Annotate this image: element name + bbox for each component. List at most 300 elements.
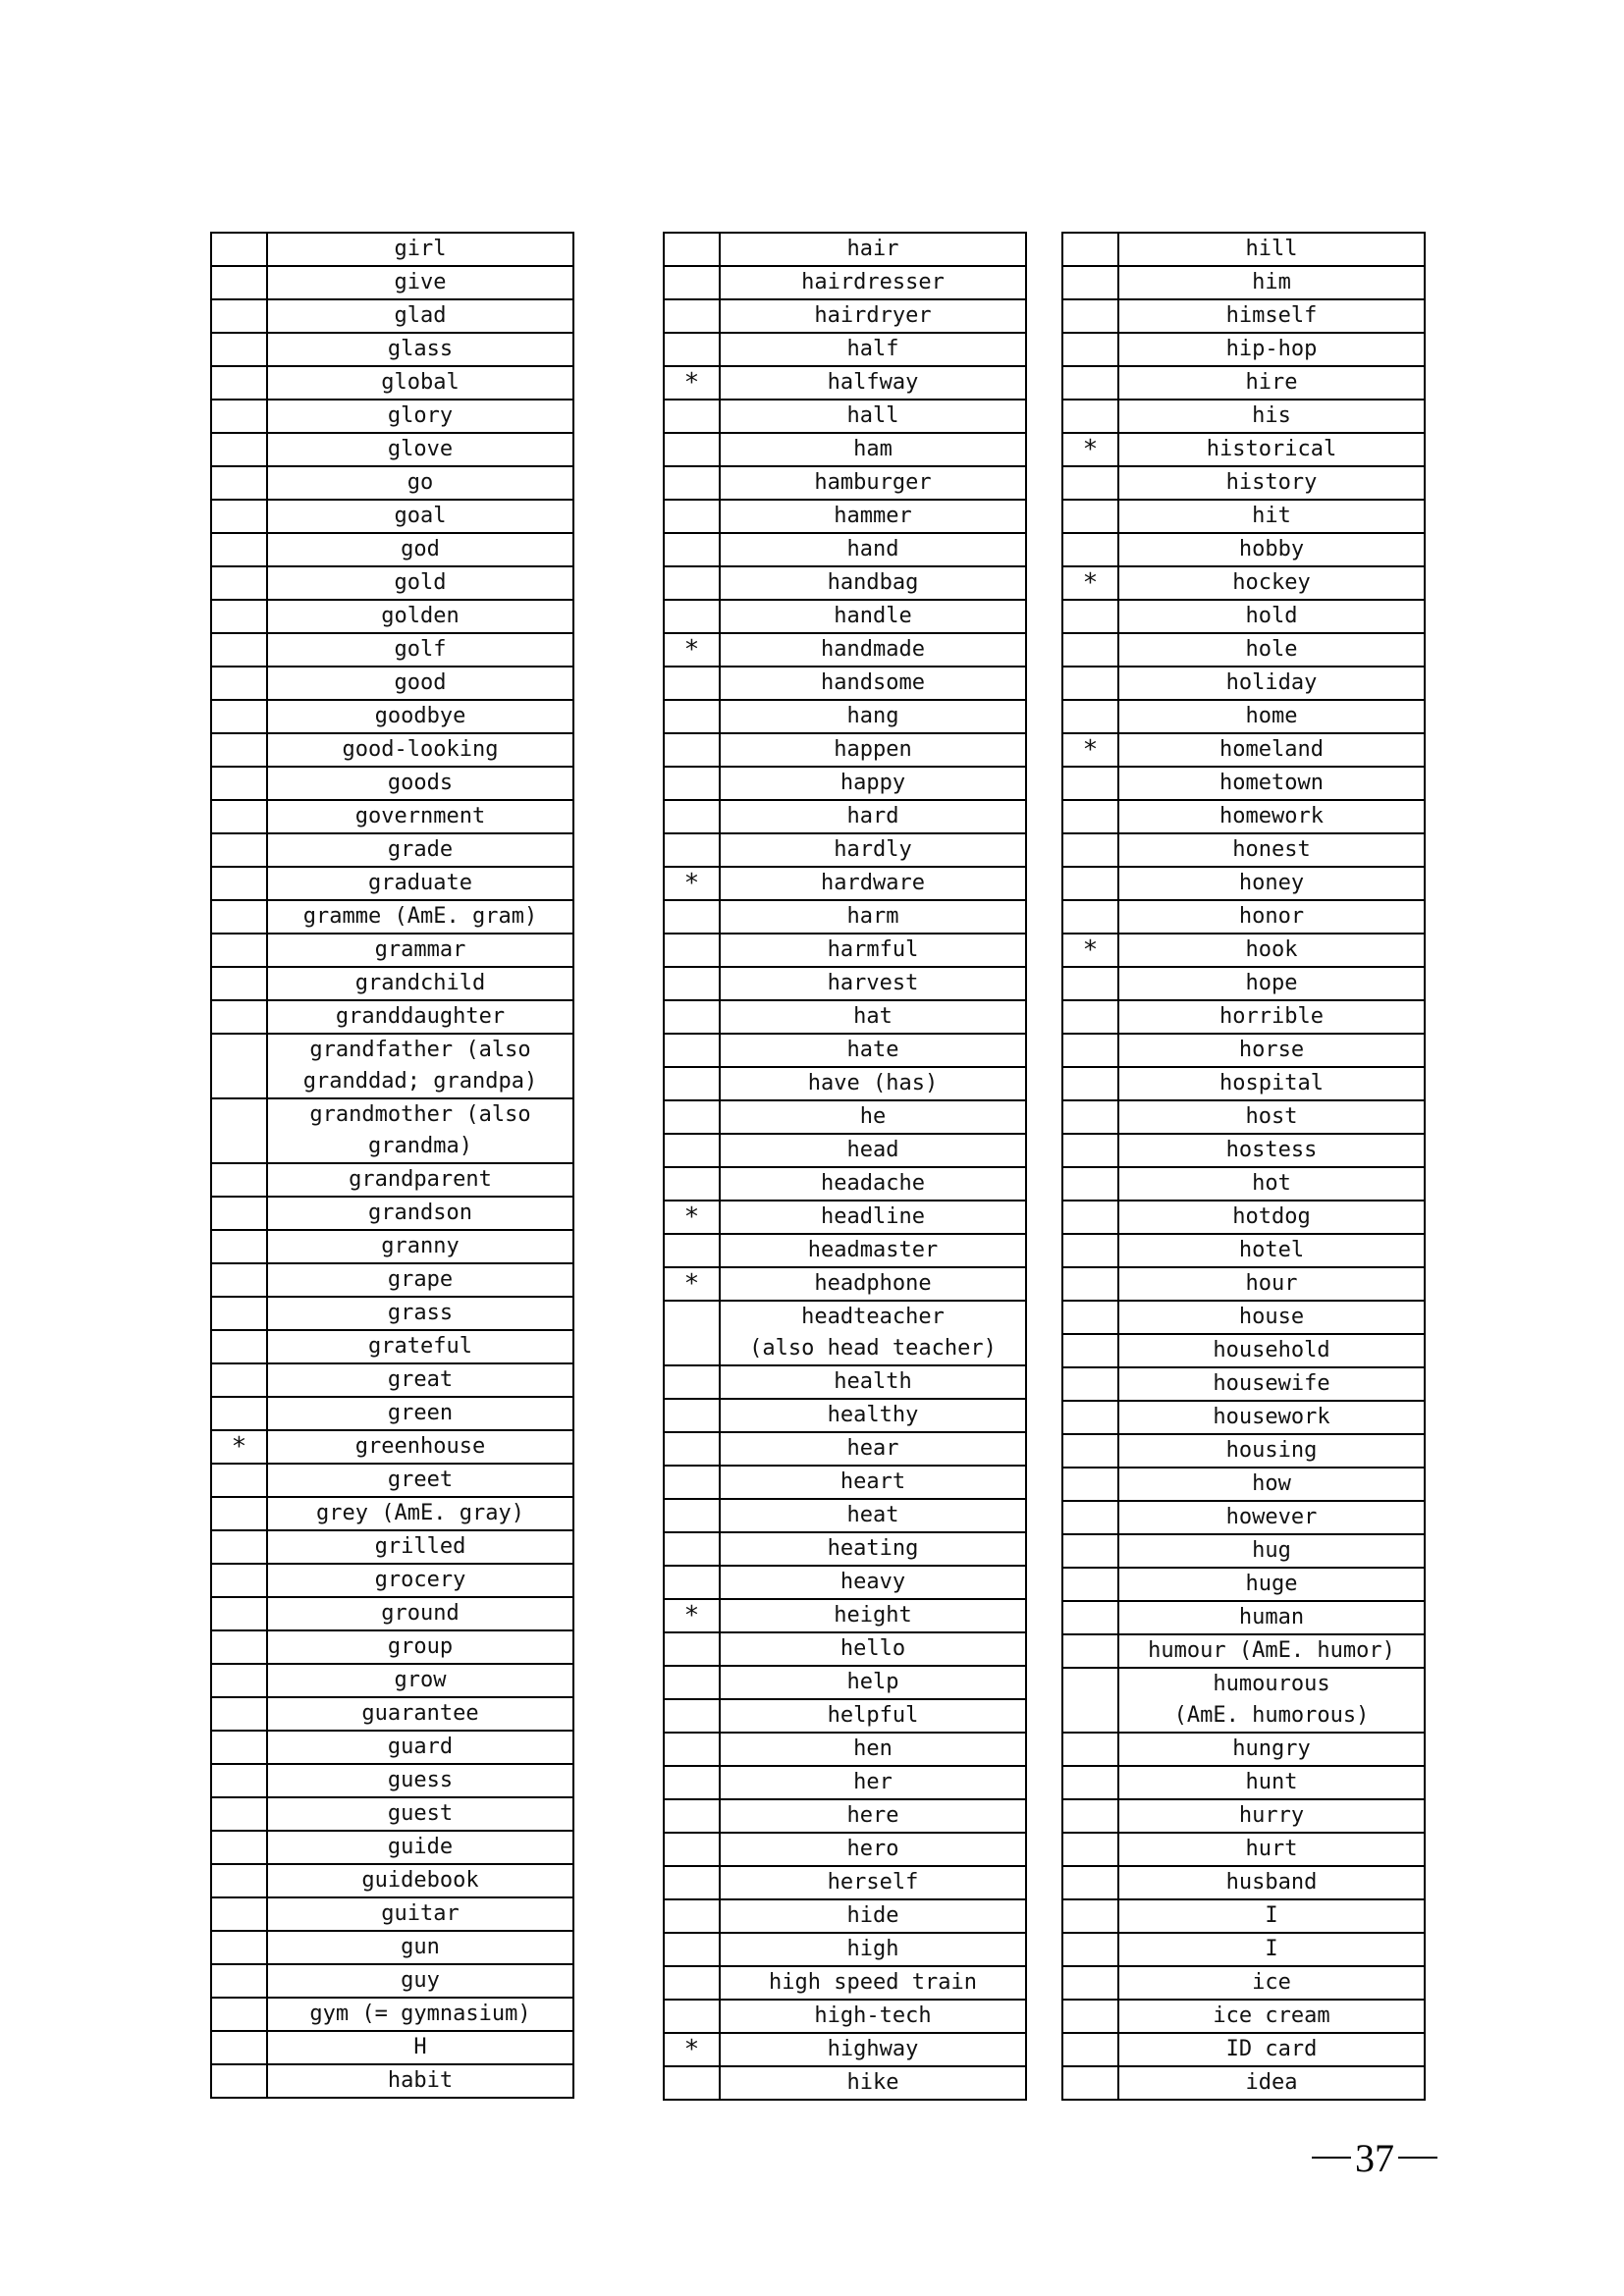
vocab-mark-cell bbox=[664, 433, 720, 466]
vocab-mark-cell bbox=[211, 800, 267, 833]
vocab-word-cell: greet bbox=[267, 1464, 573, 1497]
vocab-mark-cell bbox=[1062, 2066, 1118, 2100]
vocab-mark-cell: * bbox=[664, 1599, 720, 1632]
vocab-row bbox=[1062, 1468, 1425, 1501]
vocab-row bbox=[664, 1833, 1026, 1866]
vocab-mark-cell: * bbox=[664, 867, 720, 900]
vocab-row bbox=[1062, 266, 1425, 299]
vocab-row bbox=[1062, 700, 1425, 733]
vocab-row bbox=[211, 1263, 573, 1297]
vocab-row bbox=[664, 1234, 1026, 1267]
vocab-word-cell: host bbox=[1118, 1100, 1425, 1134]
vocab-word-cell: horrible bbox=[1118, 1000, 1425, 1034]
vocab-row bbox=[211, 1297, 573, 1330]
vocab-word-cell: human bbox=[1118, 1601, 1425, 1634]
vocab-mark-cell bbox=[211, 700, 267, 733]
vocab-word-cell: go bbox=[267, 466, 573, 500]
vocab-row bbox=[664, 800, 1026, 833]
vocab-row bbox=[211, 1864, 573, 1897]
vocab-word-cell: ice cream bbox=[1118, 2000, 1425, 2033]
vocab-mark-cell bbox=[664, 1866, 720, 1899]
vocab-row bbox=[1062, 1167, 1425, 1201]
vocab-row bbox=[664, 1301, 1026, 1365]
vocab-word-cell: hunt bbox=[1118, 1766, 1425, 1799]
vocab-row bbox=[664, 1532, 1026, 1566]
vocab-row bbox=[1062, 1766, 1425, 1799]
vocab-row bbox=[211, 1330, 573, 1363]
vocab-word-cell: great bbox=[267, 1363, 573, 1397]
vocab-mark-cell bbox=[211, 299, 267, 333]
vocab-row bbox=[1062, 633, 1425, 667]
vocab-mark-cell bbox=[211, 1263, 267, 1297]
vocab-mark-cell bbox=[211, 1163, 267, 1197]
vocab-mark-cell bbox=[211, 1530, 267, 1564]
vocab-row bbox=[211, 800, 573, 833]
vocab-word-cell: hug bbox=[1118, 1534, 1425, 1568]
vocab-row bbox=[1062, 1799, 1425, 1833]
vocab-word-cell: happy bbox=[720, 767, 1026, 800]
vocab-row bbox=[211, 2031, 573, 2064]
vocab-word-cell: hometown bbox=[1118, 767, 1425, 800]
vocab-word-cell: gramme (AmE. gram) bbox=[267, 900, 573, 934]
vocab-word-cell: hope bbox=[1118, 967, 1425, 1000]
vocab-mark-cell bbox=[211, 400, 267, 433]
vocab-row bbox=[211, 1430, 573, 1464]
vocab-row bbox=[211, 1664, 573, 1697]
vocab-mark-cell bbox=[664, 1799, 720, 1833]
vocab-row bbox=[1062, 833, 1425, 867]
vocab-mark-cell bbox=[211, 466, 267, 500]
vocab-word-cell: hour bbox=[1118, 1267, 1425, 1301]
vocab-row bbox=[211, 1000, 573, 1034]
vocab-mark-cell bbox=[211, 967, 267, 1000]
vocab-word-cell: gold bbox=[267, 566, 573, 600]
vocab-word-cell: hire bbox=[1118, 366, 1425, 400]
vocab-row bbox=[664, 500, 1026, 533]
vocab-row bbox=[664, 1134, 1026, 1167]
vocab-mark-cell bbox=[664, 2000, 720, 2033]
vocab-row bbox=[211, 867, 573, 900]
vocab-mark-cell bbox=[1062, 1067, 1118, 1100]
page-number-dash-right bbox=[1398, 2157, 1437, 2159]
vocab-word-cell: her bbox=[720, 1766, 1026, 1799]
vocab-row bbox=[211, 400, 573, 433]
vocab-word-cell: government bbox=[267, 800, 573, 833]
vocab-word-cell: hot bbox=[1118, 1167, 1425, 1201]
vocab-mark-cell bbox=[664, 1666, 720, 1699]
vocab-word-cell: grape bbox=[267, 1263, 573, 1297]
vocab-mark-cell bbox=[664, 1167, 720, 1201]
vocab-row bbox=[211, 299, 573, 333]
vocab-row bbox=[211, 1564, 573, 1597]
vocab-word-cell: humourous (AmE. humorous) bbox=[1118, 1668, 1425, 1733]
vocab-word-cell: high speed train bbox=[720, 1966, 1026, 2000]
vocab-word-cell: heat bbox=[720, 1499, 1026, 1532]
vocab-word-cell: hairdryer bbox=[720, 299, 1026, 333]
vocab-mark-cell: * bbox=[664, 633, 720, 667]
vocab-mark-cell bbox=[1062, 1267, 1118, 1301]
vocab-mark-cell bbox=[1062, 1966, 1118, 2000]
vocab-row bbox=[211, 333, 573, 366]
vocab-word-cell: hockey bbox=[1118, 566, 1425, 600]
vocab-mark-cell bbox=[664, 1100, 720, 1134]
vocab-mark-cell bbox=[1062, 833, 1118, 867]
vocab-row bbox=[1062, 500, 1425, 533]
vocab-row bbox=[1062, 1201, 1425, 1234]
vocab-mark-cell bbox=[664, 233, 720, 266]
vocab-row bbox=[211, 1797, 573, 1831]
vocab-mark-cell bbox=[211, 1497, 267, 1530]
vocab-mark-cell bbox=[664, 266, 720, 299]
vocab-word-cell: headphone bbox=[720, 1267, 1026, 1301]
vocab-row bbox=[211, 1230, 573, 1263]
vocab-row bbox=[211, 1034, 573, 1098]
vocab-mark-cell: * bbox=[211, 1430, 267, 1464]
vocab-word-cell: grocery bbox=[267, 1564, 573, 1597]
vocab-mark-cell bbox=[1062, 400, 1118, 433]
vocab-mark-cell bbox=[1062, 1301, 1118, 1334]
vocab-row bbox=[211, 733, 573, 767]
vocab-row bbox=[1062, 1668, 1425, 1733]
vocab-word-cell: hospital bbox=[1118, 1067, 1425, 1100]
vocab-mark-cell bbox=[211, 1597, 267, 1630]
vocab-mark-cell bbox=[1062, 2033, 1118, 2066]
vocab-word-cell: grandchild bbox=[267, 967, 573, 1000]
vocab-row bbox=[1062, 1899, 1425, 1933]
vocab-word-cell: harm bbox=[720, 900, 1026, 934]
vocab-row bbox=[211, 266, 573, 299]
vocab-word-cell: golf bbox=[267, 633, 573, 667]
vocab-word-cell: grilled bbox=[267, 1530, 573, 1564]
page-number-text: 37 bbox=[1355, 2135, 1394, 2180]
vocab-row bbox=[664, 633, 1026, 667]
vocab-word-cell: hip-hop bbox=[1118, 333, 1425, 366]
vocab-word-cell: guest bbox=[267, 1797, 573, 1831]
vocab-mark-cell bbox=[211, 1697, 267, 1731]
vocab-word-cell: humour (AmE. humor) bbox=[1118, 1634, 1425, 1668]
vocab-word-cell: goal bbox=[267, 500, 573, 533]
vocab-word-cell: hill bbox=[1118, 233, 1425, 266]
vocab-row bbox=[1062, 1267, 1425, 1301]
vocab-word-cell: headteacher (also head teacher) bbox=[720, 1301, 1026, 1365]
vocab-word-cell: hurry bbox=[1118, 1799, 1425, 1833]
vocab-row bbox=[211, 1397, 573, 1430]
vocab-word-cell: I bbox=[1118, 1899, 1425, 1933]
vocab-row bbox=[1062, 299, 1425, 333]
vocab-word-cell: handsome bbox=[720, 667, 1026, 700]
vocab-column-1 bbox=[210, 232, 574, 2099]
vocab-word-cell: grandson bbox=[267, 1197, 573, 1230]
vocab-word-cell: grade bbox=[267, 833, 573, 867]
vocab-mark-cell bbox=[1062, 233, 1118, 266]
vocab-row bbox=[1062, 466, 1425, 500]
vocab-word-cell: habit bbox=[267, 2064, 573, 2098]
vocab-row bbox=[664, 2000, 1026, 2033]
vocab-row bbox=[1062, 1601, 1425, 1634]
vocab-mark-cell bbox=[211, 1197, 267, 1230]
vocab-mark-cell bbox=[1062, 1167, 1118, 1201]
vocab-word-cell: grey (AmE. gray) bbox=[267, 1497, 573, 1530]
vocab-mark-cell bbox=[664, 1733, 720, 1766]
vocab-row bbox=[664, 333, 1026, 366]
vocab-mark-cell bbox=[211, 366, 267, 400]
vocab-mark-cell bbox=[664, 967, 720, 1000]
vocab-mark-cell bbox=[211, 767, 267, 800]
vocab-mark-cell bbox=[664, 1234, 720, 1267]
vocab-word-cell: hit bbox=[1118, 500, 1425, 533]
vocab-row bbox=[1062, 667, 1425, 700]
vocab-mark-cell: * bbox=[664, 1267, 720, 1301]
vocab-mark-cell bbox=[211, 233, 267, 266]
vocab-mark-cell bbox=[211, 733, 267, 767]
vocab-row bbox=[211, 1163, 573, 1197]
vocab-mark-cell bbox=[664, 1766, 720, 1799]
vocab-word-cell: idea bbox=[1118, 2066, 1425, 2100]
vocab-row bbox=[1062, 967, 1425, 1000]
vocab-mark-cell bbox=[211, 2064, 267, 2098]
vocab-mark-cell bbox=[211, 1000, 267, 1034]
vocab-mark-cell bbox=[664, 600, 720, 633]
vocab-mark-cell bbox=[664, 566, 720, 600]
vocab-row bbox=[664, 867, 1026, 900]
vocab-row bbox=[1062, 333, 1425, 366]
vocab-mark-cell bbox=[664, 299, 720, 333]
vocab-mark-cell bbox=[1062, 1000, 1118, 1034]
vocab-mark-cell bbox=[1062, 1234, 1118, 1267]
vocab-word-cell: ground bbox=[267, 1597, 573, 1630]
vocab-row bbox=[1062, 1367, 1425, 1401]
vocab-word-cell: grammar bbox=[267, 934, 573, 967]
vocab-row bbox=[1062, 1733, 1425, 1766]
vocab-row bbox=[664, 833, 1026, 867]
vocab-word-cell: honey bbox=[1118, 867, 1425, 900]
vocab-word-cell: hotdog bbox=[1118, 1201, 1425, 1234]
vocab-word-cell: guidebook bbox=[267, 1864, 573, 1897]
vocab-mark-cell bbox=[211, 1831, 267, 1864]
vocab-word-cell: hammer bbox=[720, 500, 1026, 533]
vocab-mark-cell bbox=[1062, 1034, 1118, 1067]
vocab-row bbox=[211, 1697, 573, 1731]
vocab-word-cell: however bbox=[1118, 1501, 1425, 1534]
vocab-word-cell: goods bbox=[267, 767, 573, 800]
vocab-mark-cell bbox=[1062, 1334, 1118, 1367]
vocab-row bbox=[664, 2033, 1026, 2066]
vocab-mark-cell bbox=[211, 1464, 267, 1497]
vocab-row bbox=[664, 1899, 1026, 1933]
vocab-row bbox=[664, 1499, 1026, 1532]
vocab-word-cell: halfway bbox=[720, 366, 1026, 400]
vocab-mark-cell bbox=[211, 1797, 267, 1831]
vocab-mark-cell bbox=[1062, 366, 1118, 400]
vocab-mark-cell bbox=[211, 833, 267, 867]
vocab-row bbox=[664, 1000, 1026, 1034]
vocab-row bbox=[211, 1597, 573, 1630]
vocab-row bbox=[664, 700, 1026, 733]
vocab-row bbox=[211, 700, 573, 733]
vocab-word-cell: heart bbox=[720, 1466, 1026, 1499]
vocab-row bbox=[211, 466, 573, 500]
vocab-word-cell: horse bbox=[1118, 1034, 1425, 1067]
vocab-word-cell: guess bbox=[267, 1764, 573, 1797]
vocab-row bbox=[1062, 1933, 1425, 1966]
vocab-word-cell: housework bbox=[1118, 1401, 1425, 1434]
vocab-row bbox=[1062, 600, 1425, 633]
vocab-mark-cell bbox=[1062, 1401, 1118, 1434]
vocab-mark-cell bbox=[1062, 1799, 1118, 1833]
vocab-word-cell: god bbox=[267, 533, 573, 566]
vocab-word-cell: guy bbox=[267, 1964, 573, 1998]
vocab-row bbox=[211, 934, 573, 967]
vocab-row bbox=[211, 1897, 573, 1931]
vocab-word-cell: guarantee bbox=[267, 1697, 573, 1731]
vocab-word-cell: hike bbox=[720, 2066, 1026, 2100]
vocab-mark-cell: * bbox=[1062, 733, 1118, 767]
vocab-word-cell: hat bbox=[720, 1000, 1026, 1034]
vocab-word-cell: ham bbox=[720, 433, 1026, 466]
vocab-mark-cell bbox=[211, 1397, 267, 1430]
vocab-mark-cell bbox=[1062, 1899, 1118, 1933]
vocab-mark-cell bbox=[1062, 633, 1118, 667]
vocab-word-cell: H bbox=[267, 2031, 573, 2064]
vocab-word-cell: height bbox=[720, 1599, 1026, 1632]
vocab-word-cell: hero bbox=[720, 1833, 1026, 1866]
vocab-mark-cell bbox=[211, 1363, 267, 1397]
vocab-word-cell: hamburger bbox=[720, 466, 1026, 500]
vocab-mark-cell bbox=[211, 333, 267, 366]
vocab-word-cell: hook bbox=[1118, 934, 1425, 967]
vocab-mark-cell bbox=[664, 733, 720, 767]
vocab-mark-cell bbox=[1062, 299, 1118, 333]
vocab-row bbox=[664, 900, 1026, 934]
vocab-mark-cell bbox=[664, 900, 720, 934]
vocab-row bbox=[1062, 1134, 1425, 1167]
vocab-mark-cell bbox=[211, 566, 267, 600]
vocab-word-cell: happen bbox=[720, 733, 1026, 767]
vocab-row bbox=[664, 1733, 1026, 1766]
vocab-word-cell: good-looking bbox=[267, 733, 573, 767]
vocab-row bbox=[1062, 1034, 1425, 1067]
vocab-row bbox=[664, 1566, 1026, 1599]
vocab-row bbox=[664, 233, 1026, 266]
vocab-mark-cell bbox=[664, 1699, 720, 1733]
vocab-mark-cell bbox=[664, 1399, 720, 1432]
vocab-row bbox=[1062, 800, 1425, 833]
vocab-word-cell: how bbox=[1118, 1468, 1425, 1501]
vocab-mark-cell bbox=[211, 867, 267, 900]
vocab-row bbox=[664, 366, 1026, 400]
vocab-word-cell: hen bbox=[720, 1733, 1026, 1766]
vocab-word-cell: glove bbox=[267, 433, 573, 466]
vocab-mark-cell bbox=[211, 1764, 267, 1797]
vocab-row bbox=[211, 1363, 573, 1397]
vocab-word-cell: gun bbox=[267, 1931, 573, 1964]
vocab-mark-cell bbox=[664, 800, 720, 833]
vocab-row bbox=[664, 733, 1026, 767]
vocab-mark-cell bbox=[1062, 600, 1118, 633]
vocab-row bbox=[211, 233, 573, 266]
vocab-row bbox=[211, 1197, 573, 1230]
vocab-word-cell: hardware bbox=[720, 867, 1026, 900]
vocab-mark-cell bbox=[211, 1897, 267, 1931]
vocab-row bbox=[664, 433, 1026, 466]
vocab-word-cell: head bbox=[720, 1134, 1026, 1167]
vocab-mark-cell bbox=[1062, 1134, 1118, 1167]
vocab-word-cell: harmful bbox=[720, 934, 1026, 967]
vocab-mark-cell bbox=[664, 934, 720, 967]
vocab-word-cell: grateful bbox=[267, 1330, 573, 1363]
vocab-row bbox=[664, 967, 1026, 1000]
vocab-row bbox=[1062, 1401, 1425, 1434]
vocab-row bbox=[664, 1632, 1026, 1666]
vocab-mark-cell bbox=[664, 1632, 720, 1666]
vocab-row bbox=[664, 1466, 1026, 1499]
vocab-mark-cell bbox=[664, 1466, 720, 1499]
vocab-row bbox=[211, 1530, 573, 1564]
vocab-mark-cell bbox=[664, 1833, 720, 1866]
vocab-word-cell: hostess bbox=[1118, 1134, 1425, 1167]
vocab-row bbox=[1062, 533, 1425, 566]
vocab-word-cell: hang bbox=[720, 700, 1026, 733]
vocab-row bbox=[1062, 1301, 1425, 1334]
vocab-mark-cell bbox=[664, 1899, 720, 1933]
vocab-mark-cell bbox=[211, 1564, 267, 1597]
vocab-word-cell: hardly bbox=[720, 833, 1026, 867]
vocab-word-cell: honest bbox=[1118, 833, 1425, 867]
vocab-word-cell: half bbox=[720, 333, 1026, 366]
vocab-mark-cell: * bbox=[664, 2033, 720, 2066]
vocab-mark-cell bbox=[211, 2031, 267, 2064]
vocab-word-cell: health bbox=[720, 1365, 1026, 1399]
vocab-row bbox=[211, 767, 573, 800]
vocab-word-cell: high bbox=[720, 1933, 1026, 1966]
vocab-mark-cell bbox=[211, 934, 267, 967]
vocab-mark-cell bbox=[1062, 500, 1118, 533]
vocab-mark-cell bbox=[1062, 266, 1118, 299]
vocab-mark-cell bbox=[1062, 1534, 1118, 1568]
vocab-mark-cell bbox=[1062, 1367, 1118, 1401]
vocab-row bbox=[1062, 1568, 1425, 1601]
vocab-word-cell: grass bbox=[267, 1297, 573, 1330]
vocab-word-cell: hate bbox=[720, 1034, 1026, 1067]
vocab-row bbox=[664, 1699, 1026, 1733]
vocab-word-cell: herself bbox=[720, 1866, 1026, 1899]
vocab-row bbox=[664, 667, 1026, 700]
vocab-word-cell: high-tech bbox=[720, 2000, 1026, 2033]
vocab-mark-cell bbox=[664, 700, 720, 733]
vocab-row bbox=[664, 299, 1026, 333]
vocab-word-cell: huge bbox=[1118, 1568, 1425, 1601]
vocab-word-cell: house bbox=[1118, 1301, 1425, 1334]
vocab-word-cell: granddaughter bbox=[267, 1000, 573, 1034]
vocab-word-cell: handmade bbox=[720, 633, 1026, 667]
vocab-word-cell: grandfather (also granddad; grandpa) bbox=[267, 1034, 573, 1098]
vocab-word-cell: good bbox=[267, 667, 573, 700]
vocab-row bbox=[211, 600, 573, 633]
vocab-word-cell: heavy bbox=[720, 1566, 1026, 1599]
vocab-mark-cell bbox=[1062, 1568, 1118, 1601]
vocab-mark-cell bbox=[664, 1933, 720, 1966]
vocab-word-cell: handle bbox=[720, 600, 1026, 633]
vocab-word-cell: grandparent bbox=[267, 1163, 573, 1197]
vocab-word-cell: hear bbox=[720, 1432, 1026, 1466]
vocab-word-cell: here bbox=[720, 1799, 1026, 1833]
vocab-word-cell: glass bbox=[267, 333, 573, 366]
vocab-row bbox=[211, 500, 573, 533]
vocab-mark-cell bbox=[211, 1330, 267, 1363]
vocab-word-cell: help bbox=[720, 1666, 1026, 1699]
vocab-mark-cell bbox=[211, 1098, 267, 1163]
vocab-mark-cell bbox=[211, 633, 267, 667]
